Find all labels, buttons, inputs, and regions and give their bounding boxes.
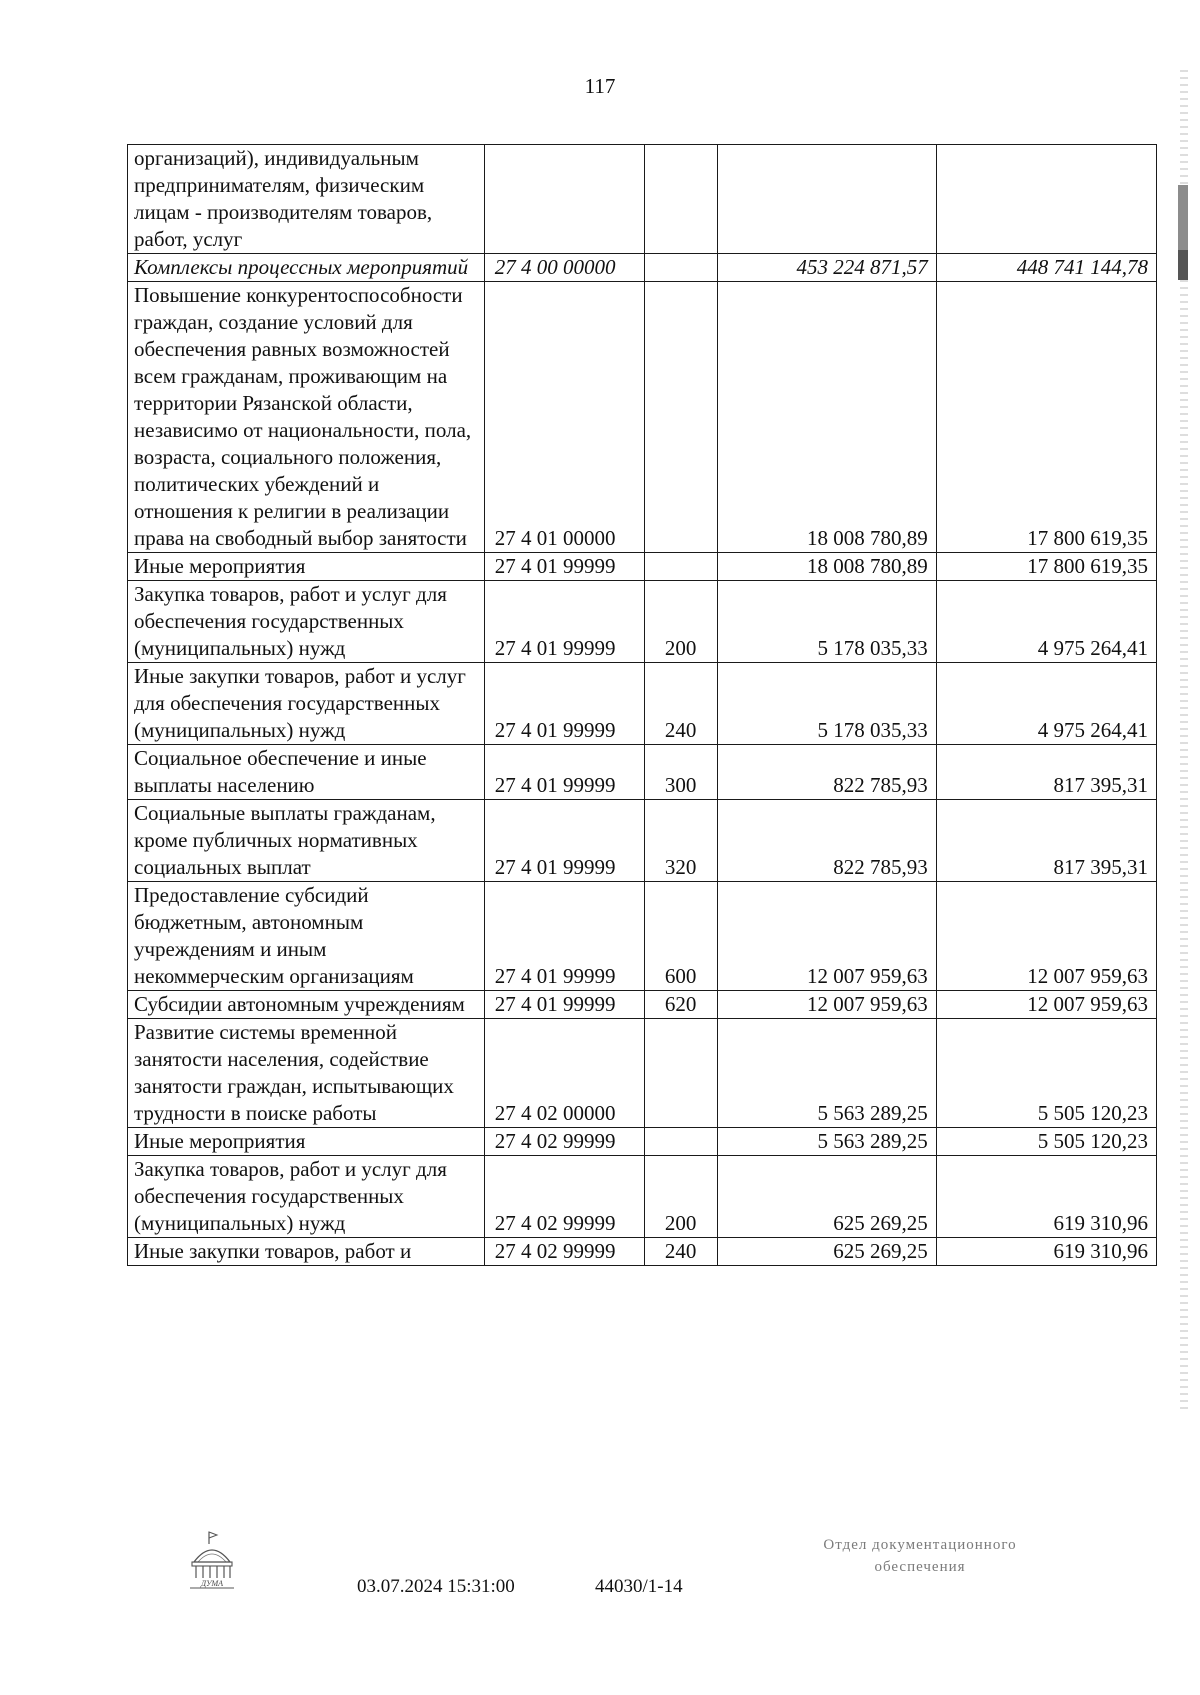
row-code-cell: 27 4 01 99999	[484, 991, 644, 1019]
row-amount-cell: 625 269,25	[717, 1238, 936, 1266]
table-row	[128, 1128, 1157, 1156]
table-row	[128, 745, 1157, 800]
emblem-label: ДУМА	[200, 1579, 224, 1588]
row-amount-cell: 18 008 780,89	[717, 282, 936, 553]
row-code-cell: 27 4 01 99999	[484, 745, 644, 800]
row-amount-cell: 5 563 289,25	[717, 1128, 936, 1156]
row-amount-cell: 12 007 959,63	[717, 882, 936, 991]
row-name-cell	[128, 882, 485, 991]
table-row	[128, 581, 1157, 663]
department-stamp	[780, 1534, 1060, 1578]
table-row	[128, 1156, 1157, 1238]
registration-number: 44030/1-14	[595, 1576, 683, 1597]
row-name-cell	[128, 254, 485, 282]
row-amount-cell: 4 975 264,41	[936, 663, 1156, 745]
row-expense-type-cell	[644, 145, 717, 254]
row-expense-type-cell: 320	[644, 800, 717, 882]
row-name-cell	[128, 282, 485, 553]
row-amount-cell: 5 505 120,23	[936, 1019, 1156, 1128]
row-amount-cell: 17 800 619,35	[936, 282, 1156, 553]
row-amount-cell	[936, 145, 1156, 254]
budget-table-body	[128, 145, 1157, 1266]
table-row	[128, 145, 1157, 254]
table-row	[128, 1019, 1157, 1128]
row-expense-type-cell	[644, 282, 717, 553]
row-expense-type-cell: 200	[644, 1156, 717, 1238]
row-code-cell: 27 4 01 99999	[484, 663, 644, 745]
row-amount-cell: 12 007 959,63	[936, 991, 1156, 1019]
row-amount-cell: 817 395,31	[936, 800, 1156, 882]
row-name-cell	[128, 1156, 485, 1238]
row-name-cell	[128, 1019, 485, 1128]
row-name-text: Повышение конкурентоспособности граждан, создание условий для обеспечения равных возможностей всем гражданам, проживающим на территории Рязанской области, независимо от национальности, пола, возраста, социального положения, политических убеждений и отношения к религии в реализации права на свободный выбор занятости	[134, 283, 472, 550]
scan-edge-bar	[1178, 250, 1188, 280]
table-row	[128, 800, 1157, 882]
table-row	[128, 282, 1157, 553]
row-amount-cell: 448 741 144,78	[936, 254, 1156, 282]
row-expense-type-cell: 240	[644, 1238, 717, 1266]
row-name-text: Развитие системы временной занятости населения, содействие занятости граждан, испытывающих трудности в поиске работы	[134, 1020, 454, 1125]
row-name-cell	[128, 1128, 485, 1156]
row-name-text: Закупка товаров, работ и услуг для обеспечения государственных (муниципальных) нужд	[134, 582, 447, 660]
row-expense-type-cell	[644, 553, 717, 581]
row-name-text: Иные закупки товаров, работ и	[134, 1239, 412, 1263]
row-code-cell	[484, 145, 644, 254]
row-code-cell: 27 4 01 99999	[484, 553, 644, 581]
row-name-text: Социальное обеспечение и иные выплаты населению	[134, 746, 427, 797]
row-code-cell: 27 4 01 99999	[484, 800, 644, 882]
row-name-cell	[128, 991, 485, 1019]
row-amount-cell: 625 269,25	[717, 1156, 936, 1238]
row-name-text: Социальные выплаты гражданам, кроме публичных нормативных социальных выплат	[134, 801, 436, 879]
row-amount-cell: 5 563 289,25	[717, 1019, 936, 1128]
row-name-cell	[128, 553, 485, 581]
row-code-cell: 27 4 02 00000	[484, 1019, 644, 1128]
row-amount-cell: 619 310,96	[936, 1156, 1156, 1238]
row-expense-type-cell: 300	[644, 745, 717, 800]
row-name-text: Субсидии автономным учреждениям	[134, 992, 465, 1016]
row-amount-cell: 12 007 959,63	[936, 882, 1156, 991]
row-code-cell: 27 4 02 99999	[484, 1156, 644, 1238]
row-expense-type-cell	[644, 1128, 717, 1156]
row-amount-cell: 453 224 871,57	[717, 254, 936, 282]
row-amount-cell: 5 178 035,33	[717, 663, 936, 745]
row-name-text: организаций), индивидуальным предпринимателям, физическим лицам - производителям товаров, работ, услуг	[134, 146, 433, 251]
row-expense-type-cell: 240	[644, 663, 717, 745]
page-number: 117	[584, 74, 616, 98]
table-row	[128, 882, 1157, 991]
row-amount-cell: 5 178 035,33	[717, 581, 936, 663]
stamp-line-2: обеспечения	[874, 1559, 966, 1575]
row-amount-cell: 822 785,93	[717, 800, 936, 882]
row-amount-cell: 17 800 619,35	[936, 553, 1156, 581]
row-name-text: Иные мероприятия	[134, 554, 306, 578]
row-name-text: Иные мероприятия	[134, 1129, 306, 1153]
row-expense-type-cell: 200	[644, 581, 717, 663]
table-row	[128, 1238, 1157, 1266]
row-expense-type-cell: 600	[644, 882, 717, 991]
row-amount-cell: 12 007 959,63	[717, 991, 936, 1019]
row-name-text: Закупка товаров, работ и услуг для обеспечения государственных (муниципальных) нужд	[134, 1157, 447, 1235]
row-expense-type-cell	[644, 254, 717, 282]
row-name-text: Комплексы процессных мероприятий	[134, 255, 469, 279]
stamp-line-1: Отдел документационного	[823, 1537, 1017, 1553]
row-amount-cell	[717, 145, 936, 254]
row-code-cell: 27 4 01 99999	[484, 882, 644, 991]
row-name-cell	[128, 745, 485, 800]
row-name-cell	[128, 663, 485, 745]
table-row	[128, 663, 1157, 745]
table-row	[128, 553, 1157, 581]
row-expense-type-cell: 620	[644, 991, 717, 1019]
row-name-text: Иные закупки товаров, работ и услуг для обеспечения государственных (муниципальных) нужд	[134, 664, 466, 742]
row-code-cell: 27 4 02 99999	[484, 1128, 644, 1156]
row-name-cell	[128, 145, 485, 254]
row-name-cell	[128, 800, 485, 882]
row-code-cell: 27 4 01 99999	[484, 581, 644, 663]
row-amount-cell: 5 505 120,23	[936, 1128, 1156, 1156]
row-code-cell: 27 4 02 99999	[484, 1238, 644, 1266]
row-name-cell	[128, 1238, 485, 1266]
row-amount-cell: 18 008 780,89	[717, 553, 936, 581]
row-code-cell: 27 4 00 00000	[484, 254, 644, 282]
budget-table	[127, 144, 1157, 1266]
row-name-cell	[128, 581, 485, 663]
duma-emblem-icon	[186, 1530, 238, 1590]
row-amount-cell: 4 975 264,41	[936, 581, 1156, 663]
document-timestamp: 03.07.2024 15:31:00	[357, 1576, 515, 1597]
row-expense-type-cell	[644, 1019, 717, 1128]
row-amount-cell: 619 310,96	[936, 1238, 1156, 1266]
row-name-text: Предоставление субсидий бюджетным, автономным учреждениям и иным некоммерческим организациям	[134, 883, 414, 988]
table-row	[128, 991, 1157, 1019]
row-amount-cell: 822 785,93	[717, 745, 936, 800]
table-row	[128, 254, 1157, 282]
row-code-cell: 27 4 01 00000	[484, 282, 644, 553]
row-amount-cell: 817 395,31	[936, 745, 1156, 800]
